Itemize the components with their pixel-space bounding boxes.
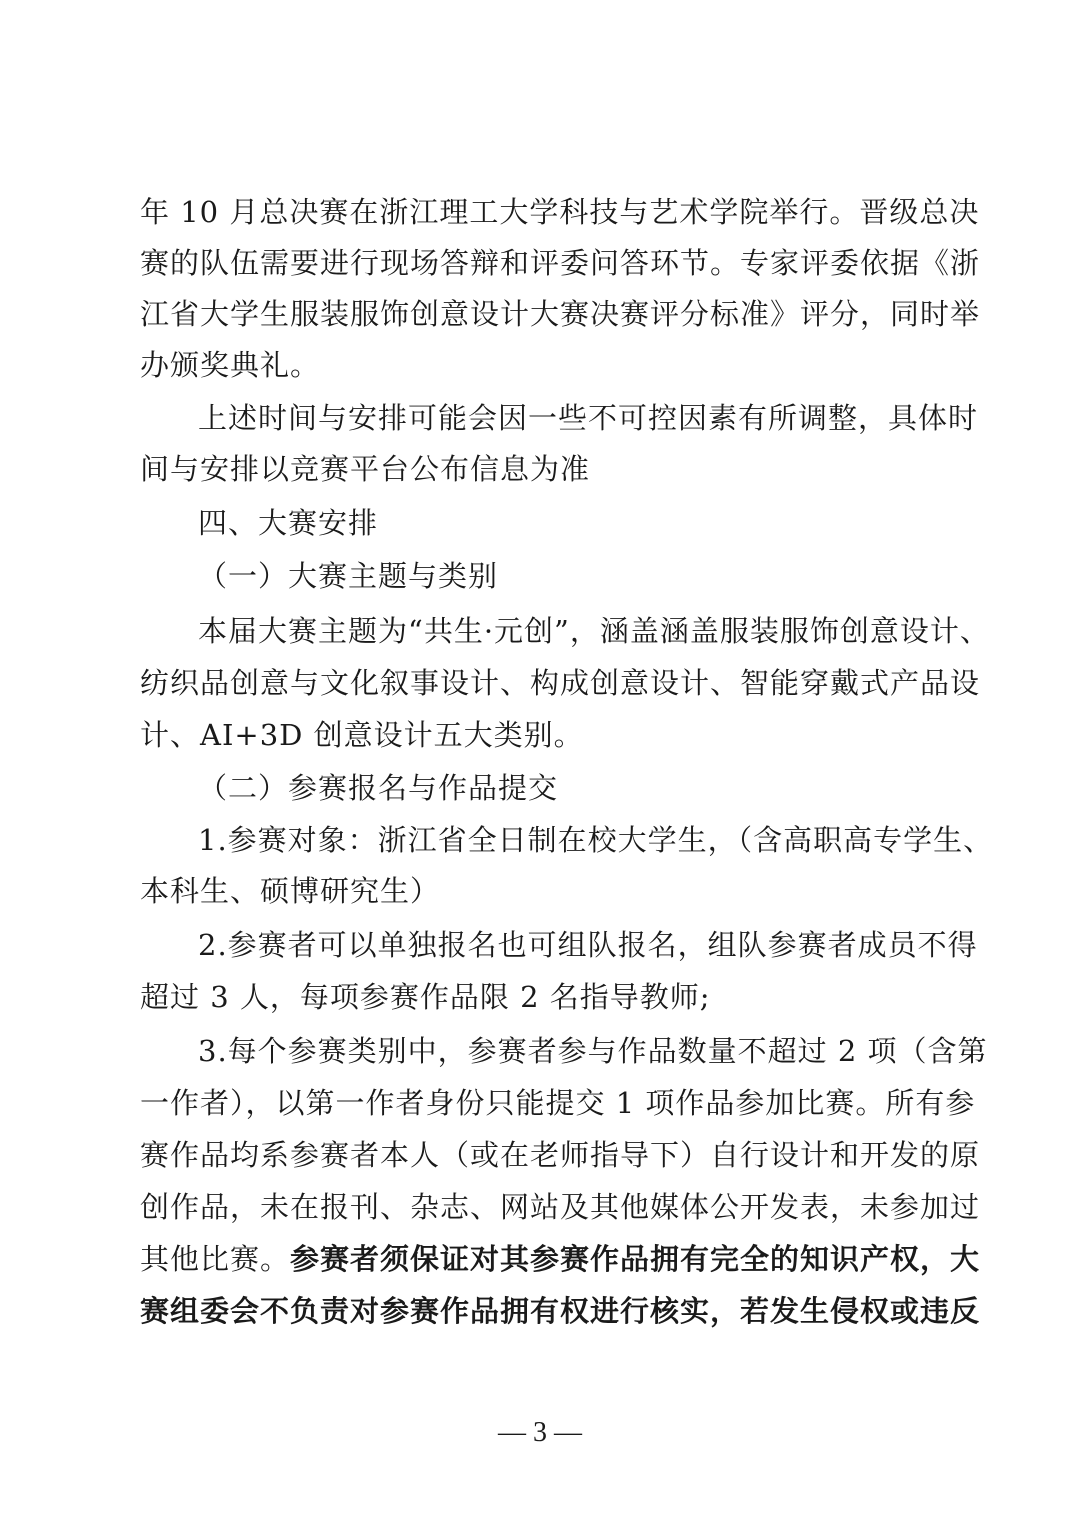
paragraph-line: 年 10 月总决赛在浙江理工大学科技与艺术学院举行。晋级总决 [140, 195, 980, 229]
normal-text: 其他比赛。 [140, 1242, 291, 1276]
paragraph-line: 赛作品均系参赛者本人（或在老师指导下）自行设计和开发的原 [140, 1138, 981, 1172]
paragraph-line: 本届大赛主题为“共生·元创”，涵盖涵盖服装服饰创意设计、 [198, 614, 990, 648]
paragraph-line: 江省大学生服装服饰创意设计大赛决赛评分标准》评分，同时举 [140, 297, 981, 331]
paragraph-line: 纺织品创意与文化叙事设计、构成创意设计、智能穿戴式产品设 [140, 666, 981, 700]
paragraph-line: 本科生、硕博研究生） [140, 874, 441, 908]
section-heading: 四、大赛安排 [198, 506, 379, 540]
paragraph-line: 1.参赛对象：浙江省全日制在校大学生，（含高职高专学生、 [198, 823, 994, 857]
paragraph-line: 办颁奖典礼。 [140, 348, 321, 382]
paragraph-line: 2.参赛者可以单独报名也可组队报名，组队参赛者成员不得 [198, 928, 978, 962]
paragraph-line: 间与安排以竞赛平台公布信息为准 [140, 452, 591, 486]
paragraph-line-bold: 赛组委会不负责对参赛作品拥有权进行核实，若发生侵权或违反 [140, 1294, 981, 1328]
paragraph-line: 一作者），以第一作者身份只能提交 1 项作品参加比赛。所有参 [140, 1086, 976, 1120]
paragraph-line: 赛的队伍需要进行现场答辩和评委问答环节。专家评委依据《浙 [140, 246, 981, 280]
paragraph-line: 超过 3 人，每项参赛作品限 2 名指导教师; [140, 980, 711, 1014]
paragraph-line: 创作品，未在报刊、杂志、网站及其他媒体公开发表，未参加过 [140, 1190, 981, 1224]
paragraph-line [140, 1233, 981, 1285]
paragraph-line: 计、AI+3D 创意设计五大类别。 [140, 718, 584, 752]
paragraph-line: 3.每个参赛类别中，参赛者参与作品数量不超过 2 项（含第 [198, 1034, 988, 1068]
subsection-heading: （二）参赛报名与作品提交 [198, 771, 559, 805]
subsection-heading: （一）大赛主题与类别 [198, 559, 499, 593]
bold-text: 参赛者须保证对其参赛作品拥有完全的知识产权，大 [290, 1242, 981, 1276]
page-number: — 3 — [498, 1417, 582, 1448]
paragraph-line: 上述时间与安排可能会因一些不可控因素有所调整，具体时 [198, 401, 979, 435]
